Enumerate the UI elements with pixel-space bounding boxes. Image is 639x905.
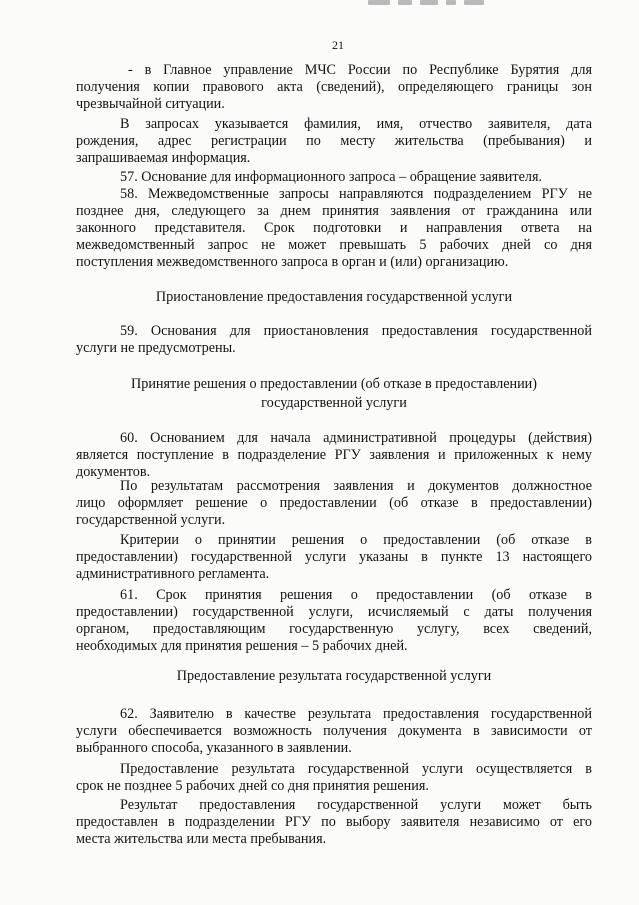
text-line: 60. Основанием для начала административной процедуры (действия) bbox=[120, 430, 592, 446]
text-line: законного представителя. Срок подготовки и направления ответа на bbox=[76, 220, 592, 236]
text-line: межведомственный запрос не может превышать 5 рабочих дней со дня bbox=[76, 237, 592, 253]
text-line: срок не позднее 5 рабочих дней со дня принятия решения. bbox=[76, 778, 429, 794]
text-line: документов. bbox=[76, 464, 151, 480]
paragraph bbox=[76, 797, 592, 848]
section-heading bbox=[76, 288, 592, 307]
text-line: Результат предоставления государственной услуги может быть bbox=[120, 797, 592, 813]
text-line: места жительства или места пребывания. bbox=[76, 831, 327, 847]
text-line: 62. Заявителю в качестве результата предоставления государственной bbox=[120, 706, 592, 722]
text-line: государственной услуги bbox=[261, 395, 407, 411]
text-line: чрезвычайной ситуации. bbox=[76, 96, 225, 112]
text-line: выбранного способа, указанного в заявлении. bbox=[76, 740, 352, 756]
section-heading bbox=[76, 667, 592, 686]
section-heading bbox=[76, 375, 592, 413]
text-line: является поступление в подразделение РГУ заявления и приложенных к нему bbox=[76, 447, 592, 463]
text-line: Принятие решения о предоставлении (об отказе в предоставлении) bbox=[130, 376, 538, 392]
text-line: государственной услуги. bbox=[76, 512, 226, 528]
scan-artifact bbox=[368, 0, 488, 8]
text-line: услуги не предусмотрены. bbox=[76, 340, 236, 356]
text-line: Критерии о принятии решения о предоставлении (об отказе в bbox=[120, 532, 592, 548]
page-number: 21 bbox=[332, 38, 344, 52]
text-line: запрашиваемая информация. bbox=[76, 150, 251, 166]
text-line: органом, предоставляющим государственную услугу, всех сведений, bbox=[76, 621, 592, 637]
text-line: поступления межведомственного запроса в орган и (или) организацию. bbox=[76, 254, 509, 270]
paragraph bbox=[76, 62, 592, 113]
paragraph bbox=[76, 478, 592, 529]
text-line: рождения, адрес регистрации по месту жительства (пребывания) и bbox=[76, 133, 592, 149]
text-line: позднее дня, следующего за днем принятия заявления от гражданина или bbox=[76, 203, 592, 219]
paragraph bbox=[76, 761, 592, 795]
text-line: По результатам рассмотрения заявления и документов должностное bbox=[120, 478, 592, 494]
text-line: необходимых для принятия решения – 5 рабочих дней. bbox=[76, 638, 408, 654]
text-line: В запросах указывается фамилия, имя, отчество заявителя, дата bbox=[120, 116, 592, 132]
paragraph bbox=[76, 169, 592, 186]
text-line: 61. Срок принятия решения о предоставлении (об отказе в bbox=[120, 587, 592, 603]
text-line: услуги обеспечивается возможность получения документа в зависимости от bbox=[76, 723, 592, 739]
paragraph bbox=[76, 430, 592, 481]
text-line: Приостановление предоставления государственной услуги bbox=[155, 289, 513, 305]
paragraph bbox=[76, 706, 592, 757]
text-line: предоставлении) государственной услуги указаны в пункте 13 настоящего bbox=[76, 549, 592, 565]
text-line: 59. Основания для приостановления предоставления государственной bbox=[120, 323, 592, 339]
paragraph bbox=[76, 186, 592, 271]
text-line: предоставлен в подразделении РГУ по выбору заявителя независимо от его bbox=[76, 814, 592, 830]
paragraph bbox=[76, 587, 592, 655]
paragraph bbox=[76, 532, 592, 583]
text-line: - в Главное управление МЧС России по Республике Бурятия для bbox=[128, 62, 592, 78]
text-line: Предоставление результата государственной услуги осуществляется в bbox=[120, 761, 592, 777]
text-line: лицо оформляет решение о предоставлении (об отказе в предоставлении) bbox=[76, 495, 592, 511]
text-line: получения копии правового акта (сведений), определяющего границы зон bbox=[76, 79, 592, 95]
text-line: Предоставление результата государственной услуги bbox=[176, 668, 492, 684]
text-line: административного регламента. bbox=[76, 566, 270, 582]
paragraph bbox=[76, 116, 592, 167]
text-line: 57. Основание для информационного запроса – обращение заявителя. bbox=[120, 169, 543, 185]
text-line: предоставлении) государственной услуги, исчисляемый с даты получения bbox=[76, 604, 592, 620]
paragraph bbox=[76, 323, 592, 357]
text-line: 58. Межведомственные запросы направляются подразделением РГУ не bbox=[120, 186, 592, 202]
